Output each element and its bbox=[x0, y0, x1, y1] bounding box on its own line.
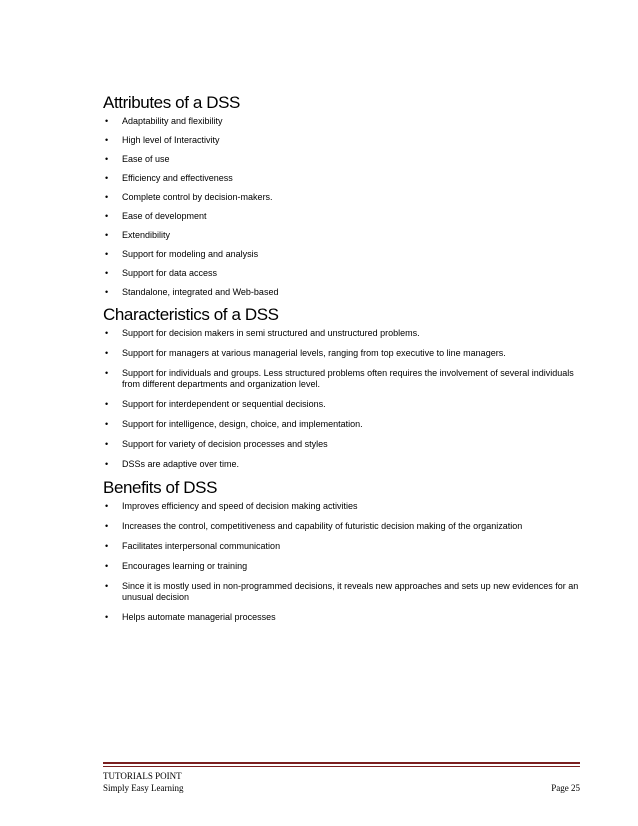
page-footer bbox=[103, 770, 580, 794]
bullet-icon: • bbox=[105, 581, 109, 591]
list-item-text: Support for managers at various managerial levels, ranging from top executive to line managers. bbox=[122, 348, 506, 358]
bullet-icon: • bbox=[105, 501, 109, 511]
list-item bbox=[103, 135, 583, 146]
list-item-text: Improves efficiency and speed of decision making activities bbox=[122, 501, 358, 511]
list-item bbox=[103, 211, 583, 222]
bullet-icon: • bbox=[105, 541, 109, 551]
list-item bbox=[103, 521, 583, 532]
bullet-icon: • bbox=[105, 521, 109, 531]
bullet-icon: • bbox=[105, 459, 109, 469]
bullet-icon: • bbox=[105, 211, 109, 221]
list-item bbox=[103, 116, 583, 127]
page-content bbox=[103, 92, 583, 632]
list-item-text: Standalone, integrated and Web-based bbox=[122, 287, 279, 297]
list-item-text: Support for modeling and analysis bbox=[122, 249, 259, 259]
list-item bbox=[103, 154, 583, 165]
list-item-text: DSSs are adaptive over time. bbox=[122, 459, 240, 469]
list-item-text: Efficiency and effectiveness bbox=[122, 173, 233, 183]
bullet-icon: • bbox=[105, 230, 109, 240]
page-number: Page 25 bbox=[551, 783, 580, 793]
list-item-text: Ease of development bbox=[122, 211, 207, 221]
list-item-text: Support for decision makers in semi structured and unstructured problems. bbox=[122, 328, 420, 338]
bullet-icon: • bbox=[105, 135, 109, 145]
list-item bbox=[103, 581, 583, 603]
bullet-icon: • bbox=[105, 419, 109, 429]
list-item bbox=[103, 230, 583, 241]
list-item-text: Encourages learning or training bbox=[122, 561, 248, 571]
list-item bbox=[103, 419, 583, 430]
list-item-text: Support for variety of decision processes and styles bbox=[122, 439, 328, 449]
list-item bbox=[103, 287, 583, 298]
list-item bbox=[103, 612, 583, 623]
list-item-text: Support for data access bbox=[122, 268, 218, 278]
bullet-icon: • bbox=[105, 439, 109, 449]
bullet-icon: • bbox=[105, 173, 109, 183]
bullet-icon: • bbox=[105, 116, 109, 126]
bullet-icon: • bbox=[105, 399, 109, 409]
list-item-text: Support for intelligence, design, choice, and implementation. bbox=[122, 419, 363, 429]
bullet-list bbox=[103, 328, 583, 470]
list-item bbox=[103, 192, 583, 203]
list-item bbox=[103, 439, 583, 450]
list-item-text: High level of Interactivity bbox=[122, 135, 220, 145]
section-attributes bbox=[103, 92, 583, 298]
bullet-icon: • bbox=[105, 348, 109, 358]
list-item-text: Since it is mostly used in non-programmed decisions, it reveals new approaches and sets up new evidences for an unusual decision bbox=[122, 581, 579, 602]
list-item-text: Facilitates interpersonal communication bbox=[122, 541, 281, 551]
bullet-icon: • bbox=[105, 287, 109, 297]
section-characteristics bbox=[103, 304, 583, 470]
list-item-text: Helps automate managerial processes bbox=[122, 612, 276, 622]
bullet-icon: • bbox=[105, 249, 109, 259]
bullet-icon: • bbox=[105, 192, 109, 202]
bullet-icon: • bbox=[105, 368, 109, 378]
list-item bbox=[103, 541, 583, 552]
bullet-icon: • bbox=[105, 268, 109, 278]
footer-rule-thin bbox=[103, 766, 580, 767]
list-item bbox=[103, 561, 583, 572]
list-item-text: Adaptability and flexibility bbox=[122, 116, 223, 126]
list-item bbox=[103, 249, 583, 260]
list-item bbox=[103, 368, 583, 390]
bullet-list bbox=[103, 501, 583, 623]
bullet-icon: • bbox=[105, 328, 109, 338]
list-item-text: Increases the control, competitiveness and capability of futuristic decision making of the organization bbox=[122, 521, 523, 531]
list-item bbox=[103, 459, 583, 470]
bullet-icon: • bbox=[105, 612, 109, 622]
list-item bbox=[103, 348, 583, 359]
section-benefits bbox=[103, 477, 583, 623]
section-heading: Benefits of DSS bbox=[103, 478, 218, 497]
section-heading: Characteristics of a DSS bbox=[103, 305, 279, 324]
list-item bbox=[103, 268, 583, 279]
list-item-text: Extendibility bbox=[122, 230, 171, 240]
bullet-list bbox=[103, 116, 583, 298]
footer-tagline: Simply Easy Learning bbox=[103, 783, 184, 793]
bullet-icon: • bbox=[105, 154, 109, 164]
bullet-icon: • bbox=[105, 561, 109, 571]
list-item-text: Support for individuals and groups. Less structured problems often requires the involvement of several individuals from different departments and organization level. bbox=[122, 368, 574, 389]
list-item bbox=[103, 501, 583, 512]
list-item bbox=[103, 173, 583, 184]
list-item-text: Support for interdependent or sequential decisions. bbox=[122, 399, 326, 409]
list-item-text: Ease of use bbox=[122, 154, 170, 164]
section-heading: Attributes of a DSS bbox=[103, 93, 240, 112]
footer-rule bbox=[103, 762, 580, 764]
list-item bbox=[103, 328, 583, 339]
footer-publisher: TUTORIALS POINT bbox=[103, 771, 182, 781]
list-item bbox=[103, 399, 583, 410]
list-item-text: Complete control by decision-makers. bbox=[122, 192, 273, 202]
